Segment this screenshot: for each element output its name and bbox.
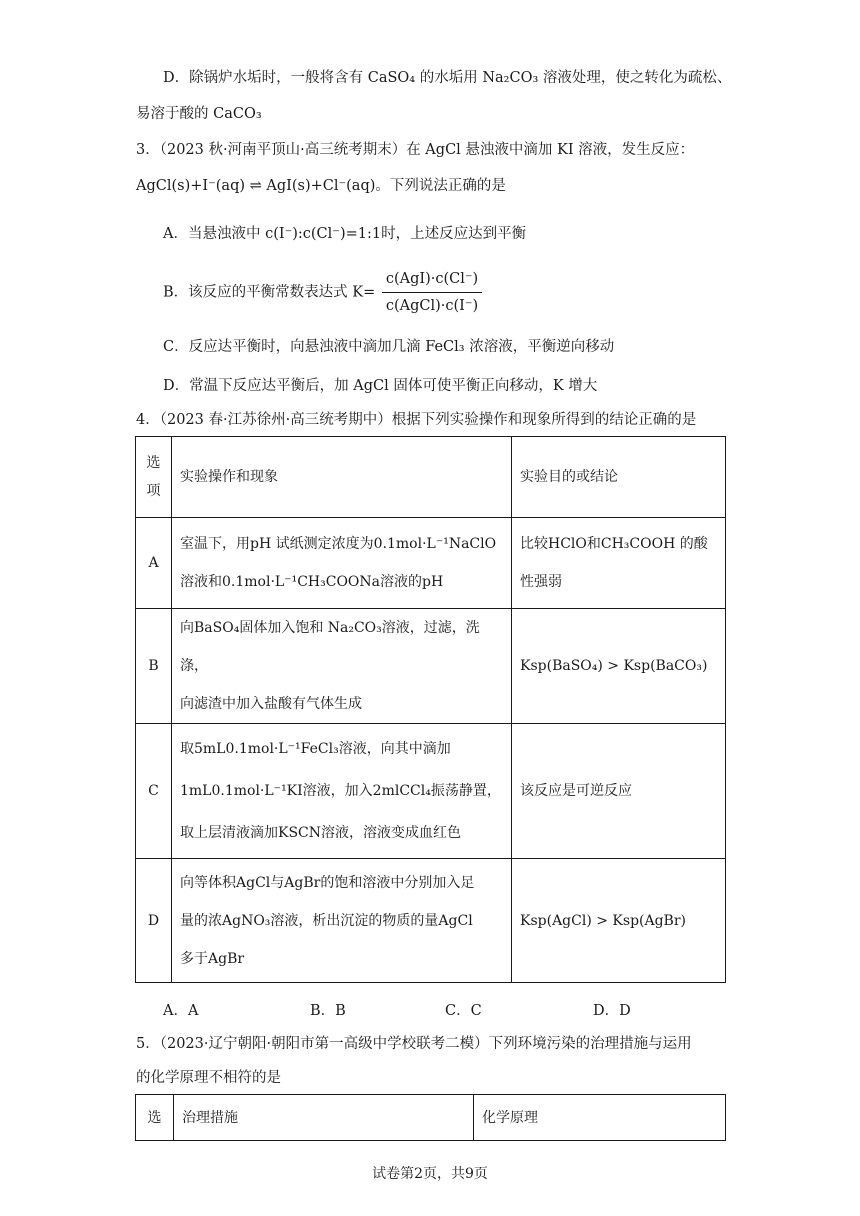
header-option-line1: 选 xyxy=(146,455,161,471)
header-option: 选 xyxy=(136,1095,174,1141)
q4-choice-c: C．C xyxy=(445,1003,482,1019)
q3-option-a: A．当悬浊液中 c(I⁻):c(Cl⁻)=1:1时，上述反应达到平衡 xyxy=(163,226,527,242)
q5-table-header xyxy=(136,1095,726,1141)
row-option: B xyxy=(136,609,172,724)
row-conclusion xyxy=(512,518,726,609)
q4-table xyxy=(135,436,726,983)
row-operation xyxy=(172,859,512,983)
row-option: C xyxy=(136,724,172,859)
cell-line: 室温下，用pH 试纸测定浓度为0.1mol·L⁻¹NaClO xyxy=(180,536,497,552)
header-principle: 化学原理 xyxy=(474,1095,726,1141)
header-measure: 治理措施 xyxy=(174,1095,474,1141)
row-conclusion xyxy=(512,859,726,983)
fraction-numerator: c(AgI)·c(Cl⁻) xyxy=(382,268,482,293)
q4-choice-b: B．B xyxy=(310,1003,346,1019)
cell-line: 多于AgBr xyxy=(180,950,245,967)
q3-option-b-prefix: B．该反应的平衡常数表达式 K= xyxy=(163,284,376,301)
table-row xyxy=(136,724,726,859)
cell-line: 该反应是可逆反应 xyxy=(520,783,632,799)
row-conclusion xyxy=(512,609,726,724)
table-row xyxy=(136,859,726,983)
header-conclusion: 实验目的或结论 xyxy=(512,437,726,518)
row-operation xyxy=(172,724,512,859)
equilibrium-fraction xyxy=(382,268,482,317)
cell-line: Ksp(BaSO₄) > Ksp(BaCO₃) xyxy=(520,658,708,674)
table-row xyxy=(136,609,726,724)
q3-stem: 3．（2023 秋·河南平顶山·高三统考期末）在 AgCl 悬浊液中滴加 KI 溶液，发生反应： xyxy=(136,142,695,158)
q5-stem-line2: 的化学原理不相符的是 xyxy=(136,1070,281,1086)
q5-stem-line1: 5．（2023·辽宁朝阳·朝阳市第一高级中学校联考二模）下列环境污染的治理措施与运用 xyxy=(136,1036,692,1052)
row-operation xyxy=(172,518,512,609)
q3-option-d: D．常温下反应达平衡后，加 AgCl 固体可使平衡正向移动，K 增大 xyxy=(163,378,598,394)
q4-choice-d: D．D xyxy=(593,1003,631,1019)
cell-line: 取上层清液滴加KSCN溶液，溶液变成血红色 xyxy=(180,825,462,841)
cell-line: 取5mL0.1mol·L⁻¹FeCl₃溶液，向其中滴加 xyxy=(180,741,451,757)
q2-option-d-line2: 易溶于酸的 CaCO₃ xyxy=(136,106,262,122)
header-operation: 实验操作和现象 xyxy=(172,437,512,518)
q3-option-c: C．反应达平衡时，向悬浊液中滴加几滴 FeCl₃ 浓溶液，平衡逆向移动 xyxy=(163,339,615,355)
q2-option-d-line1: D．除锅炉水垢时，一般将含有 CaSO₄ 的水垢用 Na₂CO₃ 溶液处理，使之转化为疏松、 xyxy=(163,70,732,86)
q3-option-b xyxy=(163,268,482,317)
q3-equation: AgCl(s)+I⁻(aq) ⇌ AgI(s)+Cl⁻(aq)。下列说法正确的是 xyxy=(136,178,506,194)
fraction-denominator: c(AgCl)·c(I⁻) xyxy=(385,298,479,314)
table-row xyxy=(136,518,726,609)
cell-line: 比较HClO和CH₃COOH 的酸 xyxy=(520,536,708,552)
row-conclusion xyxy=(512,724,726,859)
cell-line: 1mL0.1mol·L⁻¹KI溶液，加入2mlCCl₄振荡静置， xyxy=(180,783,501,799)
row-option: A xyxy=(136,518,172,609)
q4-choice-a: A．A xyxy=(163,1003,199,1019)
q5-table xyxy=(135,1094,726,1141)
row-operation xyxy=(172,609,512,724)
cell-line: 溶液和0.1mol·L⁻¹CH₃COONa溶液的pH xyxy=(180,574,444,590)
cell-line: 向滤渣中加入盐酸有气体生成 xyxy=(180,696,362,712)
header-option-line2: 项 xyxy=(146,483,161,499)
cell-line: 向等体积AgCl与AgBr的饱和溶液中分别加入足 xyxy=(180,874,475,891)
page-footer: 试卷第2页，共9页 xyxy=(372,1166,488,1182)
cell-line: Ksp(AgCl) > Ksp(AgBr) xyxy=(520,912,687,929)
cell-line: 量的浓AgNO₃溶液，析出沉淀的物质的量AgCl xyxy=(180,912,473,929)
q4-stem: 4．（2023 春·江苏徐州·高三统考期中）根据下列实验操作和现象所得到的结论正确的是 xyxy=(136,412,697,428)
q4-table-header xyxy=(136,437,726,518)
cell-line: 向BaSO₄固体加入饱和 Na₂CO₃溶液，过滤，洗涤， xyxy=(180,620,480,674)
cell-line: 性强弱 xyxy=(520,574,562,590)
row-option: D xyxy=(136,859,172,983)
header-option xyxy=(136,437,172,518)
